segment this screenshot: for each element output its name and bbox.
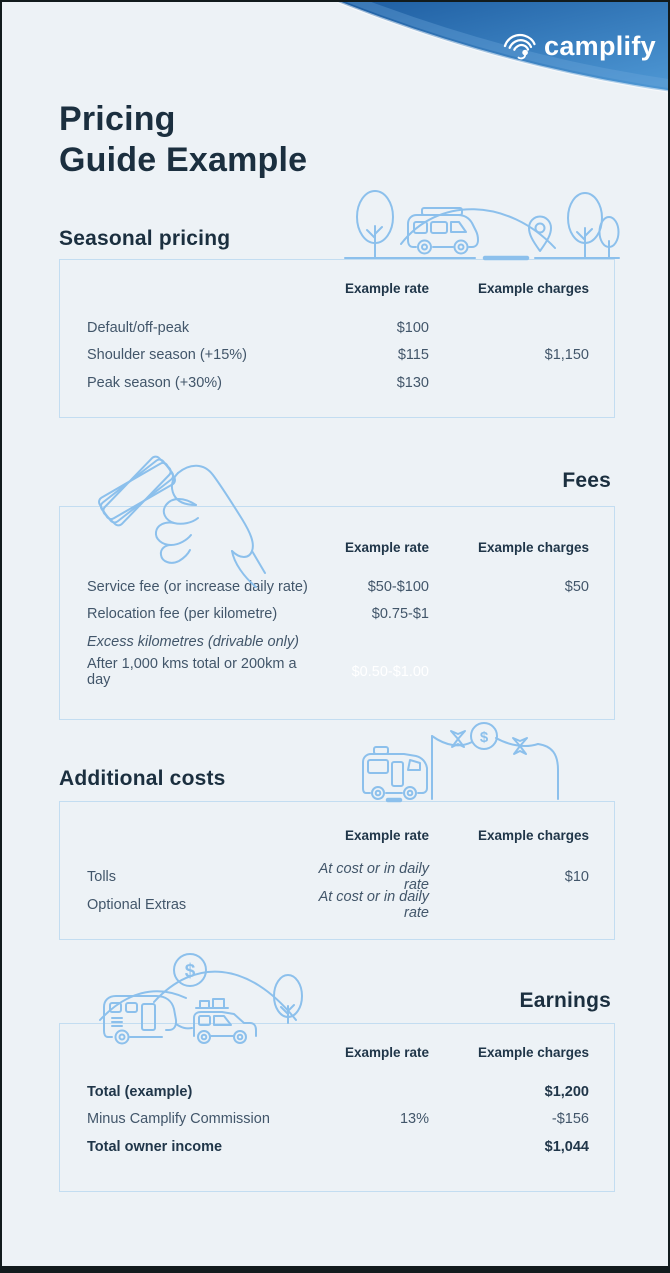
row-label: Tolls xyxy=(87,869,117,885)
page-title-line2: Guide Example xyxy=(59,141,308,179)
table-row xyxy=(87,628,589,656)
page-title-line1: Pricing xyxy=(59,100,176,138)
row-example-rate: $130 xyxy=(396,374,429,391)
row-label: Excess kilometres (drivable only) xyxy=(87,633,299,650)
hand-holding-cards-illustration xyxy=(92,439,270,591)
row-label: Peak season (+30%) xyxy=(87,374,223,391)
column-header-example-rate: Example rate xyxy=(344,540,429,555)
row-label: After 1,000 kms total or 200km a day xyxy=(87,655,297,688)
row-example-rate: $50-$100 xyxy=(367,578,429,595)
row-example-charges: -$156 xyxy=(551,1111,589,1128)
section-heading-earnings: Earnings xyxy=(519,989,611,1012)
table-row xyxy=(87,655,589,688)
svg-text:$: $ xyxy=(184,961,196,982)
row-example-charges: $1,044 xyxy=(544,1138,589,1155)
row-label: Total (example) xyxy=(87,1083,193,1100)
table-row xyxy=(87,861,589,893)
table-header-row xyxy=(87,1044,589,1062)
earnings-table xyxy=(59,1023,615,1192)
row-example-rate: $0.50-$1.00 xyxy=(351,663,429,680)
row-label: Relocation fee (per kilometre) xyxy=(87,606,278,623)
table-row xyxy=(87,888,589,921)
column-header-example-charges: Example charges xyxy=(477,1045,589,1060)
table-row xyxy=(87,314,589,342)
column-header-example-charges: Example charges xyxy=(477,828,589,843)
column-header-example-charges: Example charges xyxy=(477,281,589,296)
table-row xyxy=(87,1106,589,1134)
row-label: Minus Camplify Commission xyxy=(87,1111,270,1128)
rv-with-banner-illustration xyxy=(358,722,574,804)
column-header-example-rate: Example rate xyxy=(344,828,429,843)
row-example-charges: $10 xyxy=(564,869,589,885)
table-row xyxy=(87,342,589,370)
seasonal-pricing-table xyxy=(59,259,615,418)
table-row xyxy=(87,369,589,397)
section-heading-seasonal-pricing: Seasonal pricing xyxy=(59,227,231,250)
caravan-towing-scene-illustration xyxy=(98,944,354,1046)
row-label: Shoulder season (+15%) xyxy=(87,347,248,364)
row-label: Service fee (or increase daily rate) xyxy=(87,578,308,595)
row-example-rate: $100 xyxy=(396,319,429,336)
row-example-charges: $50 xyxy=(564,578,589,595)
camplify-logo xyxy=(502,31,656,61)
page-title xyxy=(59,99,307,181)
awning-logo-icon xyxy=(502,31,536,61)
row-example-charges: $1,150 xyxy=(544,347,589,364)
row-label: Optional Extras xyxy=(87,896,187,913)
additional-costs-table xyxy=(59,801,615,940)
svg-text:$: $ xyxy=(479,729,489,746)
table-header-row xyxy=(87,280,589,298)
table-row xyxy=(87,1133,589,1161)
logo-wordmark: camplify xyxy=(544,30,656,61)
row-example-rate: 13% xyxy=(399,1111,429,1128)
row-example-rate: At cost or in daily rate xyxy=(318,861,429,893)
table-row xyxy=(87,601,589,629)
row-example-rate: At cost or in daily rate xyxy=(318,888,429,921)
column-header-example-rate: Example rate xyxy=(344,1045,429,1060)
row-label: Total owner income xyxy=(87,1138,223,1155)
section-heading-fees: Fees xyxy=(562,469,611,492)
campervan-landscape-illustration xyxy=(343,184,621,261)
column-header-example-rate: Example rate xyxy=(344,281,429,296)
row-label: Default/off-peak xyxy=(87,319,190,336)
row-example-rate: $0.75-$1 xyxy=(371,606,429,623)
table-header-row xyxy=(87,822,589,845)
column-header-example-charges: Example charges xyxy=(477,540,589,555)
section-heading-additional-costs: Additional costs xyxy=(59,767,226,790)
row-example-charges: $1,200 xyxy=(544,1083,589,1100)
table-row xyxy=(87,1078,589,1106)
row-example-rate: $115 xyxy=(397,347,429,364)
